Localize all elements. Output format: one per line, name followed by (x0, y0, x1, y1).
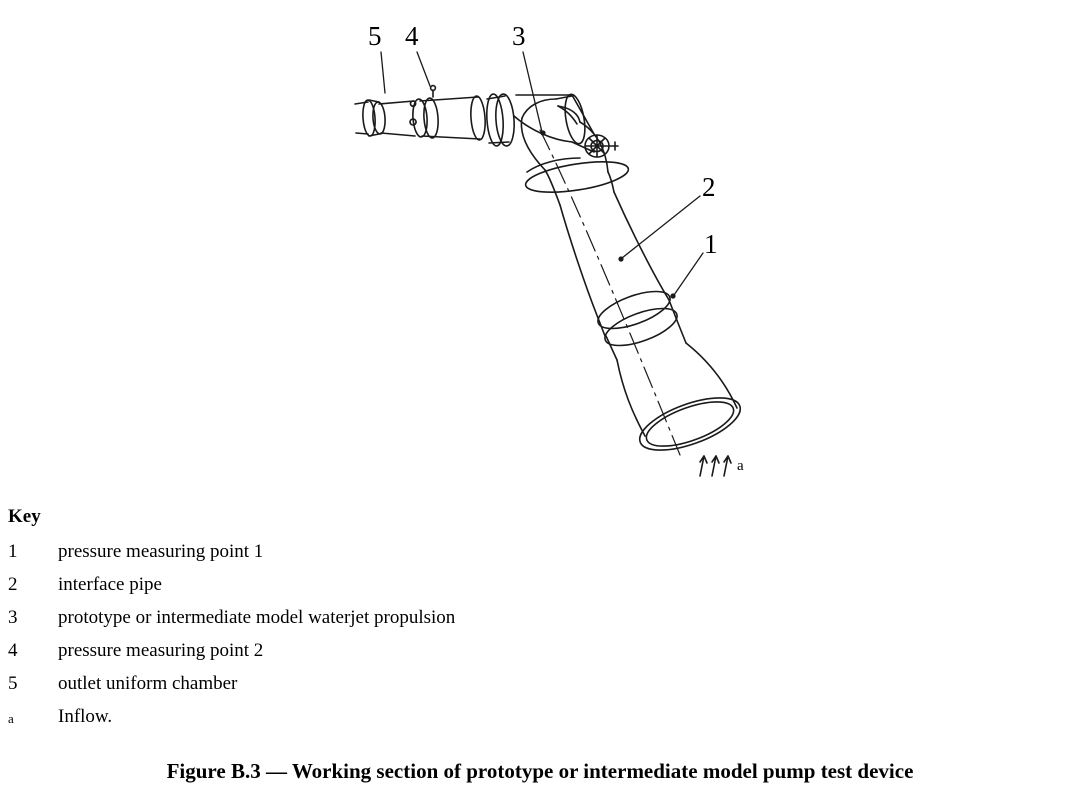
callout-label-2: 2 (702, 172, 716, 202)
key-item-3 (8, 601, 1008, 634)
key-item-1 (8, 535, 1008, 568)
key-item-4 (8, 634, 1008, 667)
leader-lines (381, 52, 703, 295)
key-item-5 (8, 667, 1008, 700)
unit-inlet-flange (485, 93, 516, 146)
key-item-number: a (8, 711, 14, 726)
pressure-spool (410, 86, 486, 141)
key-item-a (8, 700, 1008, 733)
key-item-number: 3 (8, 607, 18, 628)
key-item-number: 5 (8, 673, 18, 694)
leader-dots (540, 130, 675, 298)
key-item-number: 2 (8, 574, 18, 595)
key-item-number: 4 (8, 640, 18, 661)
key-item-2 (8, 568, 1008, 601)
key-item-text: prototype or intermediate model waterjet propulsion (58, 607, 456, 628)
key-item-text: Inflow. (58, 706, 113, 727)
waterjet-propulsion-unit (514, 93, 618, 157)
key-item-text: pressure measuring point 1 (58, 541, 264, 562)
key-item-number: 1 (8, 541, 18, 562)
key-title: Key (8, 506, 41, 527)
key-item-text: interface pipe (58, 574, 162, 595)
key-item-text: pressure measuring point 2 (58, 640, 264, 661)
outlet-uniform-chamber (362, 100, 416, 137)
key-item-text: outlet uniform chamber (58, 673, 238, 694)
key-block (8, 505, 1008, 733)
callout-label-a: a (737, 458, 744, 474)
callout-label-4: 4 (405, 21, 419, 51)
inlet-bell-mouth (617, 343, 747, 461)
callout-label-3: 3 (512, 21, 526, 51)
callout-label-5: 5 (368, 21, 382, 51)
upstream-stub (355, 102, 368, 134)
inflow-arrows (700, 456, 731, 476)
callout-label-1: 1 (704, 229, 718, 259)
figure-caption: Figure B.3 — Working section of prototype or intermediate model pump test device (166, 759, 914, 783)
